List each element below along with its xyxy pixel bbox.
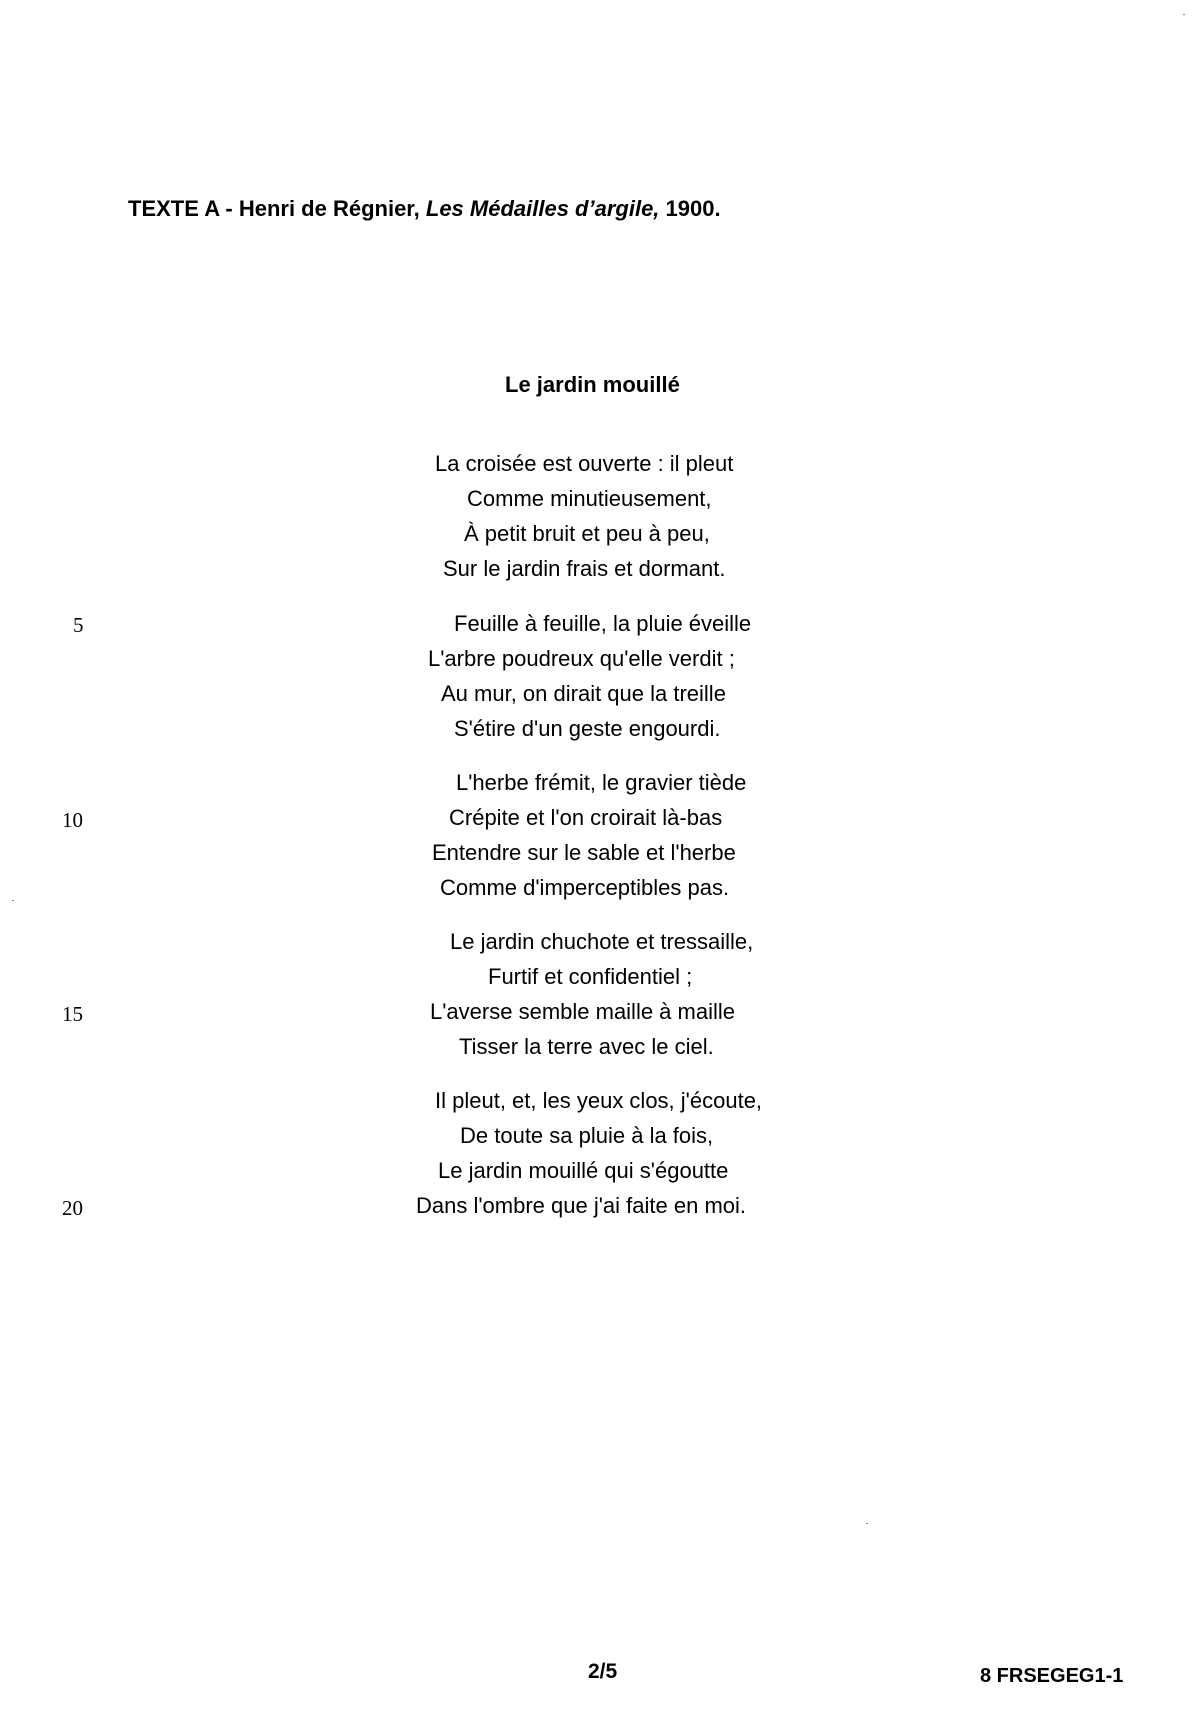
poem-line-16: Tisser la terre avec le ciel. (459, 1034, 714, 1059)
document-code: 8 FRSEGEG1-1 (980, 1665, 1124, 1687)
scan-speck (866, 1523, 868, 1524)
scan-speck (12, 900, 14, 901)
poem-line-19: Le jardin mouillé qui s'égoutte (438, 1158, 729, 1183)
poem-line-5: Feuille à feuille, la pluie éveille (454, 611, 752, 636)
poem-line-17: Il pleut, et, les yeux clos, j'écoute, (435, 1088, 763, 1113)
poem-line-20: Dans l'ombre que j'ai faite en moi. (416, 1193, 747, 1218)
header-year: 1900. (659, 196, 721, 221)
poem-line-9: L'herbe frémit, le gravier tiède (456, 770, 747, 795)
line-number-20: 20 (62, 1196, 83, 1220)
poem-line-2: Comme minutieusement, (467, 486, 712, 511)
poem-line-18: De toute sa pluie à la fois, (460, 1123, 714, 1148)
text-header (128, 196, 721, 222)
poem-line-14: Furtif et confidentiel ; (488, 964, 693, 989)
scan-speck (1183, 14, 1185, 15)
header-author: TEXTE A - Henri de Régnier, (128, 196, 426, 221)
poem-line-7: Au mur, on dirait que la treille (441, 681, 726, 706)
line-number-5: 5 (73, 613, 84, 637)
poem-line-11: Entendre sur le sable et l'herbe (432, 840, 736, 865)
poem-line-4: Sur le jardin frais et dormant. (443, 556, 726, 581)
poem-title: Le jardin mouillé (505, 372, 680, 397)
line-number-15: 15 (62, 1002, 83, 1026)
header-work-title: Les Médailles d’argile, (425, 196, 660, 221)
poem-line-13: Le jardin chuchote et tressaille, (450, 929, 754, 954)
poem-line-15: L'averse semble maille à maille (430, 999, 735, 1024)
line-number-10: 10 (62, 808, 83, 832)
poem-line-6: L'arbre poudreux qu'elle verdit ; (428, 646, 735, 671)
poem-line-12: Comme d'imperceptibles pas. (440, 875, 730, 900)
poem-line-10: Crépite et l'on croirait là-bas (449, 805, 723, 830)
page-number: 2/5 (588, 1660, 618, 1683)
poem-line-1: La croisée est ouverte : il pleut (435, 451, 734, 476)
poem-line-3: À petit bruit et peu à peu, (464, 521, 710, 546)
poem-line-8: S'étire d'un geste engourdi. (454, 716, 721, 741)
